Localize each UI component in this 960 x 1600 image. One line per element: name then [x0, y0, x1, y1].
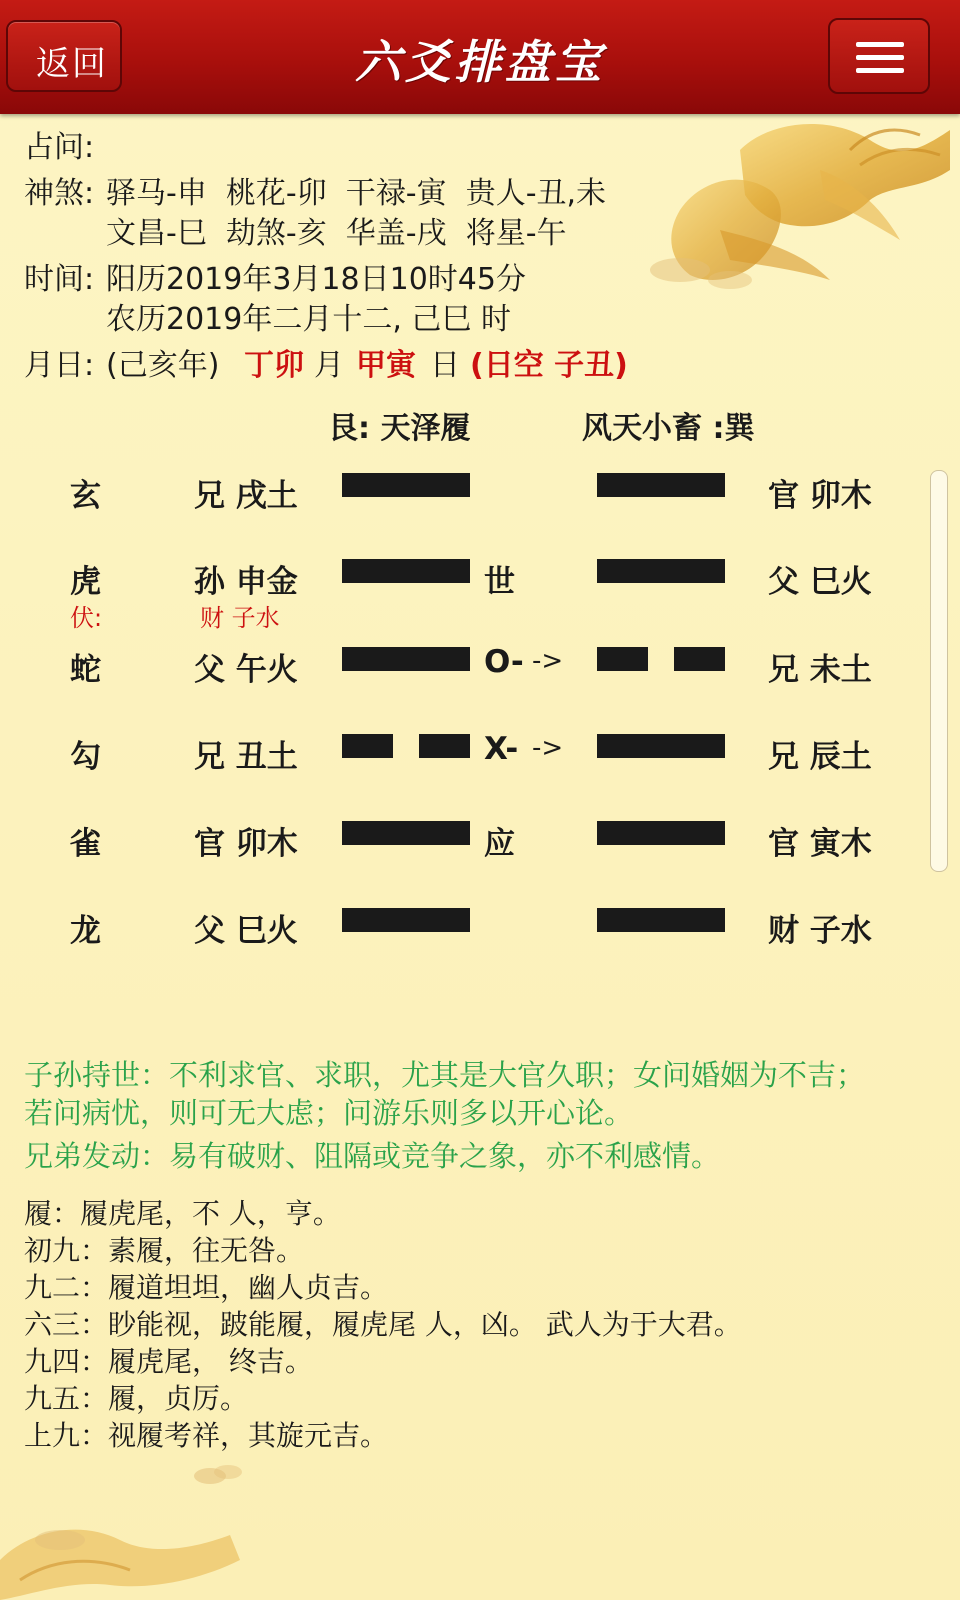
six-god: 玄 [70, 478, 101, 514]
day-ganzhi: 甲寅 [356, 348, 416, 383]
changed-yao-label: 财 子水 [768, 913, 872, 949]
cloud-decoration-icon [190, 1458, 250, 1488]
hamburger-menu-icon [856, 42, 904, 47]
month-label: 月 [314, 348, 344, 383]
yang-line-segment [597, 473, 725, 497]
yao-mark: 世 [484, 564, 515, 600]
main-yao-line [342, 734, 470, 758]
six-god: 虎 [70, 564, 101, 600]
yang-line-segment [342, 908, 470, 932]
main-yao-line [342, 647, 470, 671]
zhanwen-label: 占问: [24, 130, 95, 165]
yao-mark: O- [484, 644, 524, 680]
main-yao-line [342, 821, 470, 845]
yang-line-segment [597, 821, 725, 845]
yin-line-segment [674, 647, 725, 671]
yao-mark: 应 [484, 826, 515, 862]
shensha-line1: 驿马-申 桃花-卯 干禄-寅 贵人-丑,未 [106, 176, 607, 211]
yueri-label: 月日: [24, 348, 95, 383]
classic-line: 履：履虎尾，不 人，亨。 [24, 1197, 341, 1230]
changed-yao-label: 官 卯木 [768, 478, 872, 514]
six-god: 蛇 [70, 652, 101, 688]
classic-line: 九四：履虎尾， 终吉。 [24, 1345, 313, 1378]
interpretation-line1: 子孙持世：不利求官、求职，尤其是大官久职；女问婚姻为不吉； [24, 1058, 866, 1092]
fushen-label: 伏: [70, 604, 103, 632]
month-ganzhi: 丁卯 [244, 348, 304, 383]
menu-button[interactable] [828, 18, 930, 94]
main-yao-line [342, 473, 470, 497]
back-button[interactable] [6, 20, 122, 92]
changed-hexagram-title: 风天小畜 :巽 [582, 411, 755, 446]
change-arrow: -> [532, 646, 564, 676]
classic-line: 初九：素履，往无咎。 [24, 1234, 305, 1267]
yang-line-segment [342, 559, 470, 583]
main-yao-label: 官 卯木 [194, 826, 298, 862]
main-yao-label: 父 巳火 [194, 913, 298, 949]
yin-line-segment [342, 734, 393, 758]
six-god: 龙 [70, 913, 101, 949]
solar-date: 阳历2019年3月18日10时45分 [106, 262, 526, 297]
interpretation-line2: 若问病忧，则可无大虑；问游乐则多以开心论。 [24, 1096, 634, 1130]
hamburger-menu-icon-bar [856, 55, 904, 60]
main-yao-label: 兄 丑土 [194, 739, 298, 775]
main-yao-line [342, 908, 470, 932]
scrollbar-thumb[interactable] [930, 470, 948, 872]
day-label: 日 [430, 348, 460, 383]
classic-line: 六三：眇能视，跛能履，履虎尾 人，凶。 武人为于大君。 [24, 1308, 742, 1341]
main-yao-label: 兄 戌土 [194, 478, 298, 514]
yang-line-segment [342, 473, 470, 497]
changed-yao-label: 官 寅木 [768, 826, 872, 862]
yueri-year: (己亥年) [106, 348, 220, 383]
yin-line-segment [597, 647, 648, 671]
six-god: 雀 [70, 826, 101, 862]
back-button-label: 返回 [36, 44, 108, 84]
changed-yao-line [597, 473, 725, 497]
shensha-label: 神煞: [24, 176, 95, 211]
main-yao-label: 孙 申金 [194, 564, 298, 600]
lunar-date: 农历2019年二月十二, 己巳 时 [106, 302, 511, 337]
main-yao-line [342, 559, 470, 583]
changed-yao-line [597, 647, 725, 671]
changed-yao-line [597, 559, 725, 583]
changed-yao-line [597, 908, 725, 932]
yang-line-segment [342, 647, 470, 671]
time-label: 时间: [24, 262, 95, 297]
app-header [0, 0, 960, 114]
yang-line-segment [342, 821, 470, 845]
main-yao-label: 父 午火 [194, 652, 298, 688]
six-god: 勾 [70, 739, 101, 775]
day-void: (日空 子丑) [470, 348, 628, 383]
changed-yao-line [597, 821, 725, 845]
yin-line-segment [419, 734, 470, 758]
main-hexagram-title: 艮: 天泽履 [328, 411, 471, 446]
yang-line-segment [597, 908, 725, 932]
yang-line-segment [597, 559, 725, 583]
classic-line: 九二：履道坦坦，幽人贞吉。 [24, 1271, 389, 1304]
app-title: 六爻排盘宝 [355, 35, 605, 89]
yao-mark: X- [484, 731, 519, 767]
yang-line-segment [597, 734, 725, 758]
shensha-line2: 文昌-巳 劫煞-亥 华盖-戌 将星-午 [106, 216, 567, 251]
classic-line: 上九：视履考祥，其旋元吉。 [24, 1419, 389, 1452]
changed-yao-label: 父 巳火 [768, 564, 872, 600]
changed-yao-line [597, 734, 725, 758]
fushen-value: 财 子水 [200, 604, 280, 632]
change-arrow: -> [532, 733, 564, 763]
changed-yao-label: 兄 辰土 [768, 739, 872, 775]
hamburger-menu-icon-bar [856, 68, 904, 73]
classic-line: 九五：履，贞厉。 [24, 1382, 249, 1415]
changed-yao-label: 兄 未土 [768, 652, 872, 688]
interpretation-line3: 兄弟发动：易有破财、阻隔或竞争之象，亦不利感情。 [24, 1139, 721, 1173]
